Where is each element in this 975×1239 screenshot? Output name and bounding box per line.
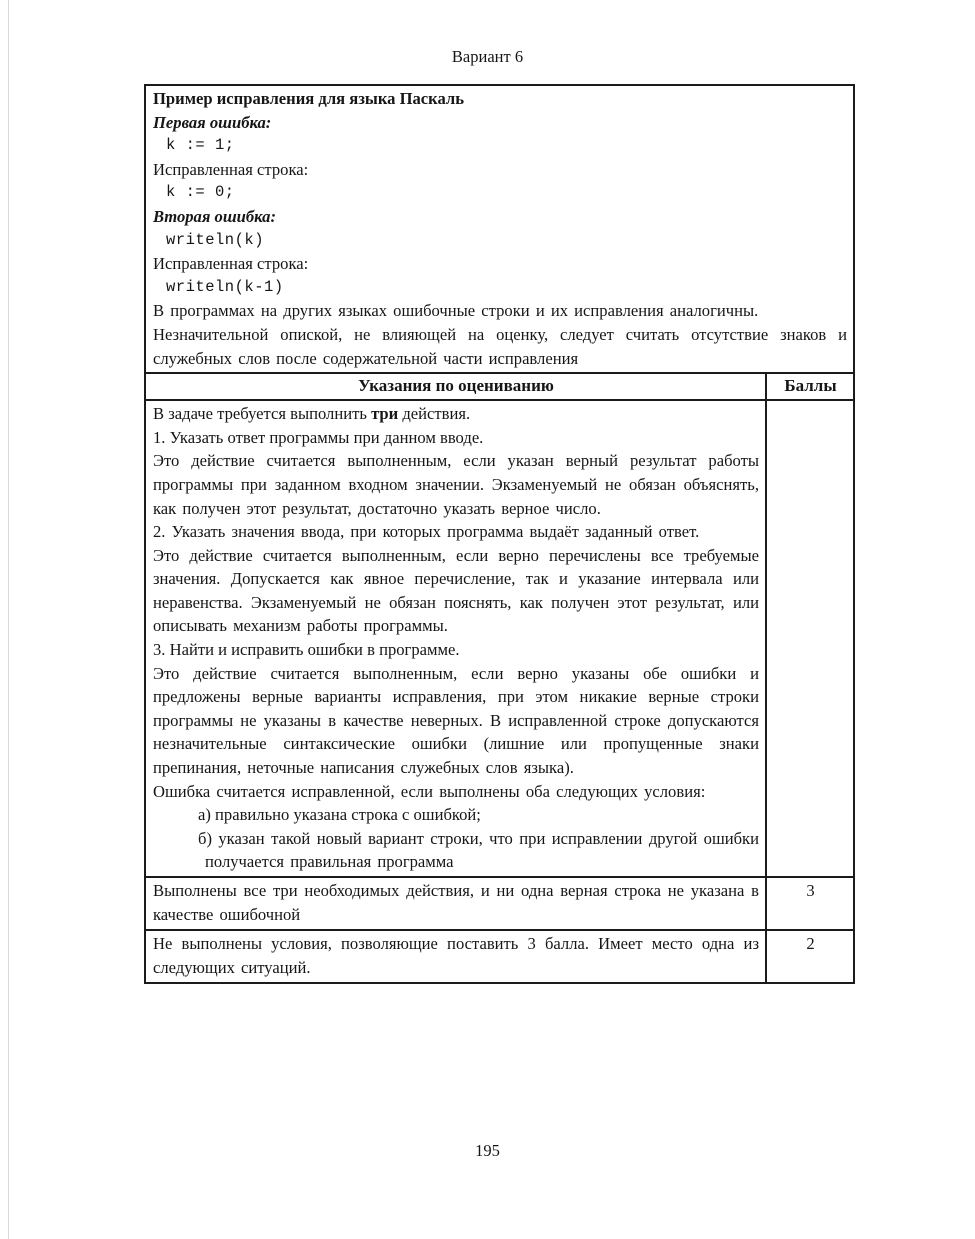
criteria-intro-pre: В задаче требуется выполнить	[153, 404, 372, 424]
points-cell-empty	[766, 400, 854, 877]
score-row-3-paragraph: Выполнены все три необходимых действия, и ни одна верная строка не указана в качестве ошибочной	[153, 881, 759, 924]
first-error-fix-code: k := 0;	[166, 183, 235, 202]
second-error-code: writeln(k)	[166, 230, 265, 249]
criteria-header-row	[145, 373, 854, 400]
note-minor-typos: Незначительной опиской, не влияющей на оценку, следует считать отсутствие знаков и служебных слов после содержательной части исправления	[153, 324, 847, 368]
page-number: 195	[475, 1141, 500, 1160]
criteria-intro-post: действия.	[398, 404, 471, 424]
criteria-table	[144, 84, 855, 984]
score-row-3-points: 3	[766, 877, 854, 930]
criteria-condition-a: а) правильно указана строка с ошибкой;	[198, 805, 481, 825]
criteria-item2: 2. Указать значения ввода, при которых программа выдаёт заданный ответ.	[153, 522, 700, 542]
second-error-label: Вторая ошибка:	[153, 206, 276, 226]
criteria-condition-b: б) указан такой новый вариант строки, что при исправлении другой ошибки получается правильная программа	[198, 828, 759, 872]
header-points-cell: Баллы	[766, 373, 854, 400]
header-instructions-cell: Указания по оцениванию	[145, 373, 766, 400]
score-row-3-text	[145, 877, 766, 930]
criteria-intro	[153, 402, 759, 426]
second-error-fix-code: writeln(k-1)	[166, 277, 284, 296]
example-cell	[145, 85, 854, 373]
first-error-code: k := 1;	[166, 136, 235, 155]
criteria-item1-detail: Это действие считается выполненным, если указан верный результат работы программы при заданном входном значении. Экзаменуемый не обязан объяснять, как получен этот результат, достаточно указать верное число.	[153, 451, 759, 518]
corrected-line-label-1: Исправленная строка:	[153, 159, 309, 179]
criteria-description-cell	[145, 400, 766, 877]
criteria-item2-detail: Это действие считается выполненным, если верно перечислены все требуемые значения. Допускается как явное перечисление, так и указание интервала или неравенства. Экзаменуемый не обязан пояснять, как получен этот результат, или описывать механизм работы программы.	[153, 545, 759, 636]
score-row-3	[145, 877, 854, 930]
score-row-2-paragraph: Не выполнены условия, позволяющие поставить 3 балла. Имеет место одна из следующих ситуаций.	[153, 934, 759, 977]
example-title: Пример исправления для языка Паскаль	[153, 89, 465, 108]
variant-header: Вариант 6	[451, 47, 524, 66]
corrected-line-label-2: Исправленная строка:	[153, 254, 309, 274]
criteria-fixed-conditions-intro: Ошибка считается исправленной, если выполнены оба следующих условия:	[153, 781, 706, 801]
criteria-intro-bold: три	[371, 404, 399, 424]
score-row-2	[145, 930, 854, 983]
criteria-item3: 3. Найти и исправить ошибки в программе.	[153, 640, 460, 660]
note-other-languages: В программах на других языках ошибочные строки и их исправления аналогичны.	[153, 301, 759, 321]
score-row-2-text	[145, 930, 766, 983]
criteria-item3-detail: Это действие считается выполненным, если верно указаны обе ошибки и предложены верные варианты исправления, при этом никакие верные строки программы не указаны в качестве неверных. В исправленной строке допускаются незначительные синтаксические ошибки (лишние или пропущенные знаки препинания, неточные написания служебных слов языка).	[153, 663, 759, 778]
example-row	[145, 85, 854, 373]
criteria-description-row	[145, 400, 854, 877]
scan-edge-line	[8, 0, 9, 1239]
first-error-label: Первая ошибка:	[153, 112, 272, 132]
criteria-item1: 1. Указать ответ программы при данном вводе.	[153, 427, 484, 447]
score-row-2-points: 2	[766, 930, 854, 983]
